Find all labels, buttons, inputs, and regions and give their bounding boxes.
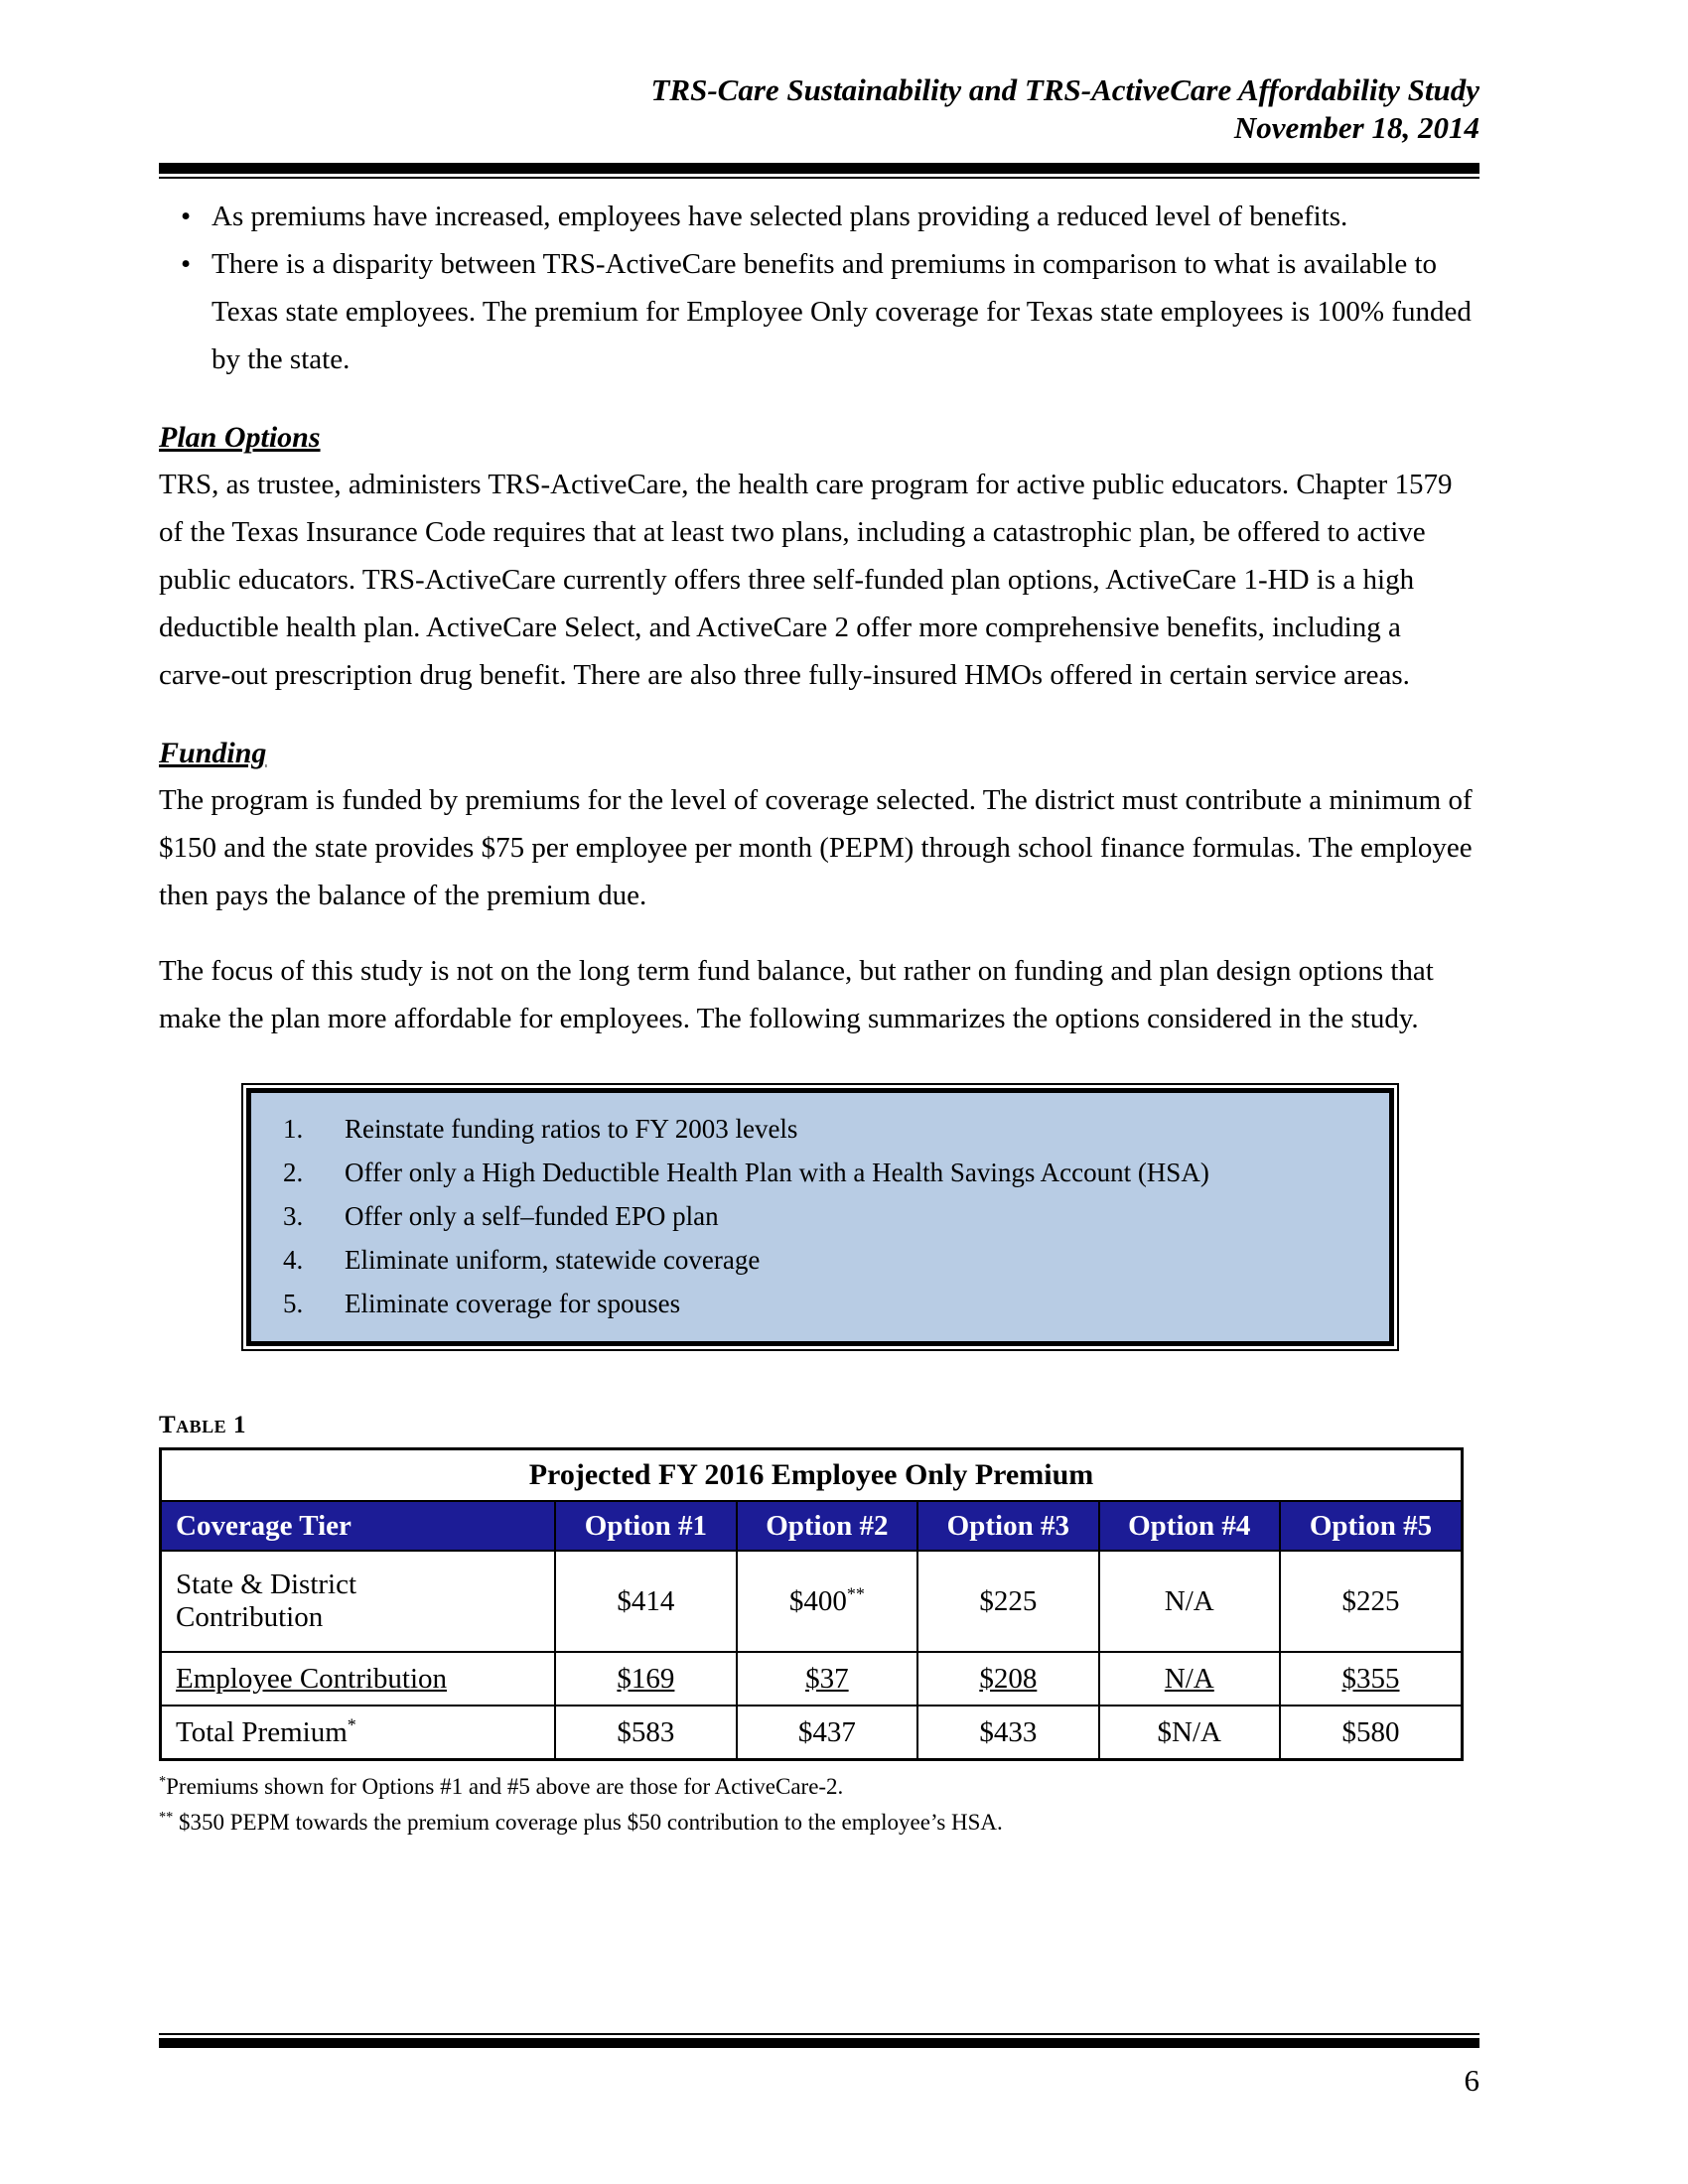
row-label-text: State & District Contribution bbox=[176, 1569, 357, 1633]
footer-rule bbox=[159, 2033, 1479, 2048]
page-number: 6 bbox=[1464, 2063, 1479, 2098]
footnote-text: Premiums shown for Options #1 and #5 above are those for ActiveCare-2. bbox=[166, 1774, 844, 1799]
cell-value: $437 bbox=[797, 1715, 856, 1748]
cell-value: $N/A bbox=[1157, 1715, 1221, 1748]
option-number: 3. bbox=[283, 1201, 304, 1231]
header-rule bbox=[159, 163, 1479, 179]
bullet-item bbox=[159, 240, 1479, 383]
cell-value: N/A bbox=[1164, 1584, 1214, 1617]
table-title: Projected FY 2016 Employee Only Premium bbox=[161, 1449, 1463, 1502]
option-list-item bbox=[251, 1107, 1389, 1151]
table-cell bbox=[1099, 1706, 1280, 1760]
table-cell bbox=[1280, 1551, 1463, 1652]
row-label bbox=[161, 1706, 556, 1760]
cell-value: $225 bbox=[1341, 1584, 1400, 1617]
column-header-option-1: Option #1 bbox=[555, 1501, 736, 1551]
cell-value: $208 bbox=[979, 1662, 1038, 1695]
table-cell bbox=[555, 1652, 736, 1706]
footnote-marker: ** bbox=[159, 1809, 174, 1826]
table-cell bbox=[917, 1551, 1098, 1652]
table-cell bbox=[1099, 1652, 1280, 1706]
option-text: Eliminate uniform, statewide coverage bbox=[345, 1245, 761, 1275]
column-header-option-4: Option #4 bbox=[1099, 1501, 1280, 1551]
table-footnotes bbox=[159, 1769, 1479, 1841]
row-label bbox=[161, 1551, 556, 1652]
row-label bbox=[161, 1652, 556, 1706]
option-text: Reinstate funding ratios to FY 2003 levels bbox=[345, 1114, 798, 1144]
row-label-text: Employee Contribution bbox=[176, 1662, 448, 1695]
option-text: Offer only a High Deductible Health Plan with a Health Savings Account (HSA) bbox=[345, 1158, 1209, 1187]
table-cell bbox=[1280, 1652, 1463, 1706]
cell-value: $355 bbox=[1341, 1662, 1400, 1695]
study-options-box bbox=[246, 1088, 1394, 1346]
table-cell bbox=[1280, 1706, 1463, 1760]
option-number: 1. bbox=[283, 1114, 304, 1144]
plan-options-heading: Plan Options bbox=[159, 421, 321, 454]
page-content bbox=[159, 0, 1479, 1841]
table-cell bbox=[737, 1551, 917, 1652]
table-cell bbox=[1099, 1551, 1280, 1652]
footnote-marker: * bbox=[159, 1773, 167, 1790]
footnote-text: $350 PEPM towards the premium coverage plus $50 contribution to the employee’s HSA. bbox=[173, 1810, 1003, 1835]
option-list-item bbox=[251, 1238, 1389, 1282]
option-text: Eliminate coverage for spouses bbox=[345, 1289, 681, 1318]
cell-footnote-marker: ** bbox=[846, 1582, 865, 1603]
plan-options-paragraph: TRS, as trustee, administers TRS-ActiveCare, the health care program for active public educators. Chapter 1579 of the Texas Insurance Code requires that at least two plans, including a catastrophic plan, be offered to active public educators. TRS-ActiveCare currently offers three self-funded plan options, ActiveCare 1-HD is a high deductible health plan. ActiveCare Select, and ActiveCare 2 offer more comprehensive benefits, including a carve-out prescription drug benefit. There are also three fully-insured HMOs offered in certain service areas. bbox=[159, 469, 1453, 691]
option-list-item bbox=[251, 1194, 1389, 1238]
table-row-employee-contribution bbox=[161, 1652, 1463, 1706]
summary-bullet-list bbox=[159, 193, 1479, 383]
table-cell bbox=[917, 1652, 1098, 1706]
cell-value: $225 bbox=[979, 1584, 1038, 1617]
document-date: November 18, 2014 bbox=[1233, 110, 1479, 145]
option-list-item bbox=[251, 1282, 1389, 1325]
table-cell bbox=[917, 1706, 1098, 1760]
cell-value: $433 bbox=[979, 1715, 1038, 1748]
table-header-row bbox=[161, 1501, 1463, 1551]
option-text: Offer only a self–funded EPO plan bbox=[345, 1201, 719, 1231]
column-header-option-3: Option #3 bbox=[917, 1501, 1098, 1551]
bullet-text: There is a disparity between TRS-ActiveCare benefits and premiums in comparison to what is available to Texas state employees. The premium for Employee Only coverage for Texas state employees is 100% funded by the state. bbox=[211, 248, 1472, 375]
cell-value: $37 bbox=[805, 1662, 849, 1695]
document-title: TRS-Care Sustainability and TRS-ActiveCare Affordability Study bbox=[650, 72, 1479, 107]
cell-value: $580 bbox=[1341, 1715, 1400, 1748]
funding-heading: Funding bbox=[159, 737, 267, 769]
table-row-total-premium bbox=[161, 1706, 1463, 1760]
table-1-label: Table 1 bbox=[159, 1412, 246, 1438]
option-list-item bbox=[251, 1151, 1389, 1194]
column-header-coverage-tier: Coverage Tier bbox=[161, 1501, 556, 1551]
column-header-option-5: Option #5 bbox=[1280, 1501, 1463, 1551]
bullet-item bbox=[159, 193, 1479, 240]
funding-paragraph-2: The focus of this study is not on the long term fund balance, but rather on funding and plan design options that make the plan more affordable for employees. The following summarizes the options considered in the study. bbox=[159, 955, 1434, 1034]
table-cell bbox=[737, 1652, 917, 1706]
document-header bbox=[159, 0, 1479, 147]
footnote bbox=[159, 1805, 1479, 1841]
option-number: 2. bbox=[283, 1158, 304, 1187]
row-label-text: Total Premium bbox=[176, 1715, 348, 1748]
cell-value: N/A bbox=[1164, 1662, 1214, 1695]
option-number: 4. bbox=[283, 1245, 304, 1275]
table-title-row bbox=[161, 1449, 1463, 1502]
cell-value: $583 bbox=[617, 1715, 675, 1748]
premium-table bbox=[159, 1447, 1464, 1761]
table-cell bbox=[737, 1706, 917, 1760]
cell-value: $169 bbox=[617, 1662, 675, 1695]
table-cell bbox=[555, 1551, 736, 1652]
option-number: 5. bbox=[283, 1289, 304, 1318]
bullet-text: As premiums have increased, employees have selected plans providing a reduced level of benefits. bbox=[211, 201, 1348, 232]
column-header-option-2: Option #2 bbox=[737, 1501, 917, 1551]
cell-value: $400 bbox=[788, 1584, 847, 1617]
row-label-footnote-marker: * bbox=[347, 1713, 356, 1734]
table-row-state-district bbox=[161, 1551, 1463, 1652]
cell-value: $414 bbox=[617, 1584, 675, 1617]
table-cell bbox=[555, 1706, 736, 1760]
footnote bbox=[159, 1769, 1479, 1805]
funding-paragraph-1: The program is funded by premiums for the level of coverage selected. The district must contribute a minimum of $150 and the state provides $75 per employee per month (PEPM) through school finance formulas. The employee then pays the balance of the premium due. bbox=[159, 784, 1473, 911]
